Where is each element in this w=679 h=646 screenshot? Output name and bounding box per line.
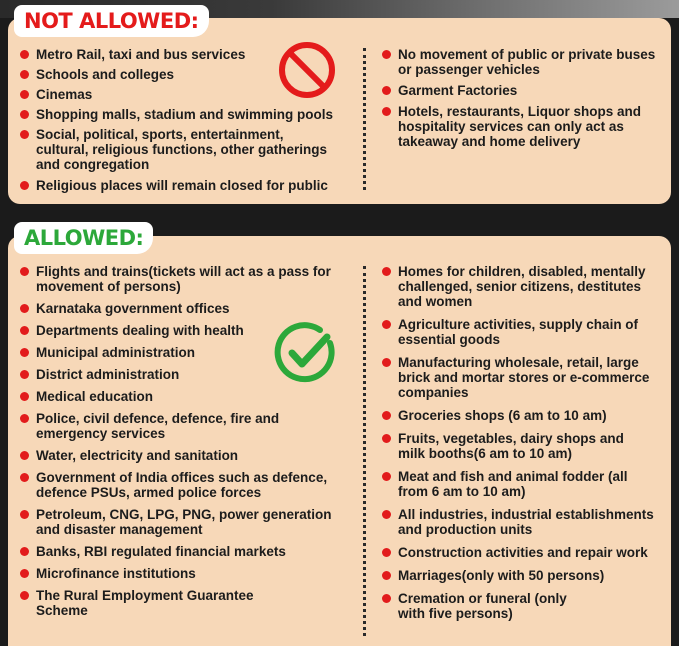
list-item: Agriculture activities, supply chain of essential goods — [382, 317, 658, 347]
list-item: Microfinance institutions — [20, 566, 340, 581]
list-item: Water, electricity and sanitation — [20, 448, 340, 463]
allowed-left-list — [20, 264, 340, 618]
list-item: Shopping malls, stadium and swimming pools — [20, 107, 355, 122]
list-item: Marriages(only with 50 persons) — [382, 568, 662, 583]
list-item: Cremation or funeral (only with five persons) — [382, 591, 573, 621]
list-item: Metro Rail, taxi and bus services — [20, 47, 355, 62]
list-item: Religious places will remain closed for public — [20, 178, 355, 193]
allowed-heading: ALLOWED: — [14, 222, 153, 254]
list-item: Hotels, restaurants, Liquor shops and hospitality services can only act as takeaway and home delivery — [382, 104, 663, 149]
list-item: Schools and colleges — [20, 67, 355, 82]
list-item: Meat and fish and animal fodder (all from 6 am to 10 am) — [382, 469, 633, 499]
column-divider — [363, 48, 366, 190]
list-item: Departments dealing with health — [20, 323, 340, 338]
list-item: Medical education — [20, 389, 340, 404]
allowed-right-list — [382, 264, 662, 621]
list-item: Social, political, sports, entertainment, cultural, religious functions, other gatherings and congregation — [20, 127, 336, 172]
list-item: Flights and trains(tickets will act as a pass for movement of persons) — [20, 264, 336, 294]
list-item: All industries, industrial establishments and production units — [382, 507, 678, 537]
list-item: The Rural Employment Guarantee Scheme — [20, 588, 281, 618]
check-mark-icon — [274, 321, 338, 385]
list-item: District administration — [20, 367, 340, 382]
list-item: Banks, RBI regulated financial markets — [20, 544, 340, 559]
not-allowed-right-list — [382, 47, 662, 149]
list-item: Manufacturing wholesale, retail, large brick and mortar stores or e-commerce companies — [382, 355, 673, 400]
list-item: Police, civil defence, defence, fire and emergency services — [20, 411, 306, 441]
not-allowed-heading: NOT ALLOWED: — [14, 5, 209, 37]
list-item: Garment Factories — [382, 83, 662, 98]
prohibited-icon — [277, 40, 337, 100]
list-item: Petroleum, CNG, LPG, PNG, power generation and disaster management — [20, 507, 356, 537]
list-item: Government of India offices such as defence, defence PSUs, armed police forces — [20, 470, 356, 500]
list-item: Groceries shops (6 am to 10 am) — [382, 408, 662, 423]
list-item: Cinemas — [20, 87, 355, 102]
list-item: Fruits, vegetables, dairy shops and milk booths(6 am to 10 am) — [382, 431, 648, 461]
list-item: Karnataka government offices — [20, 301, 340, 316]
column-divider — [363, 266, 366, 636]
list-item: Municipal administration — [20, 345, 340, 360]
list-item: Construction activities and repair work — [382, 545, 662, 560]
list-item: No movement of public or private buses or passenger vehicles — [382, 47, 662, 77]
list-item: Homes for children, disabled, mentally challenged, senior citizens, destitutes and women — [382, 264, 668, 309]
